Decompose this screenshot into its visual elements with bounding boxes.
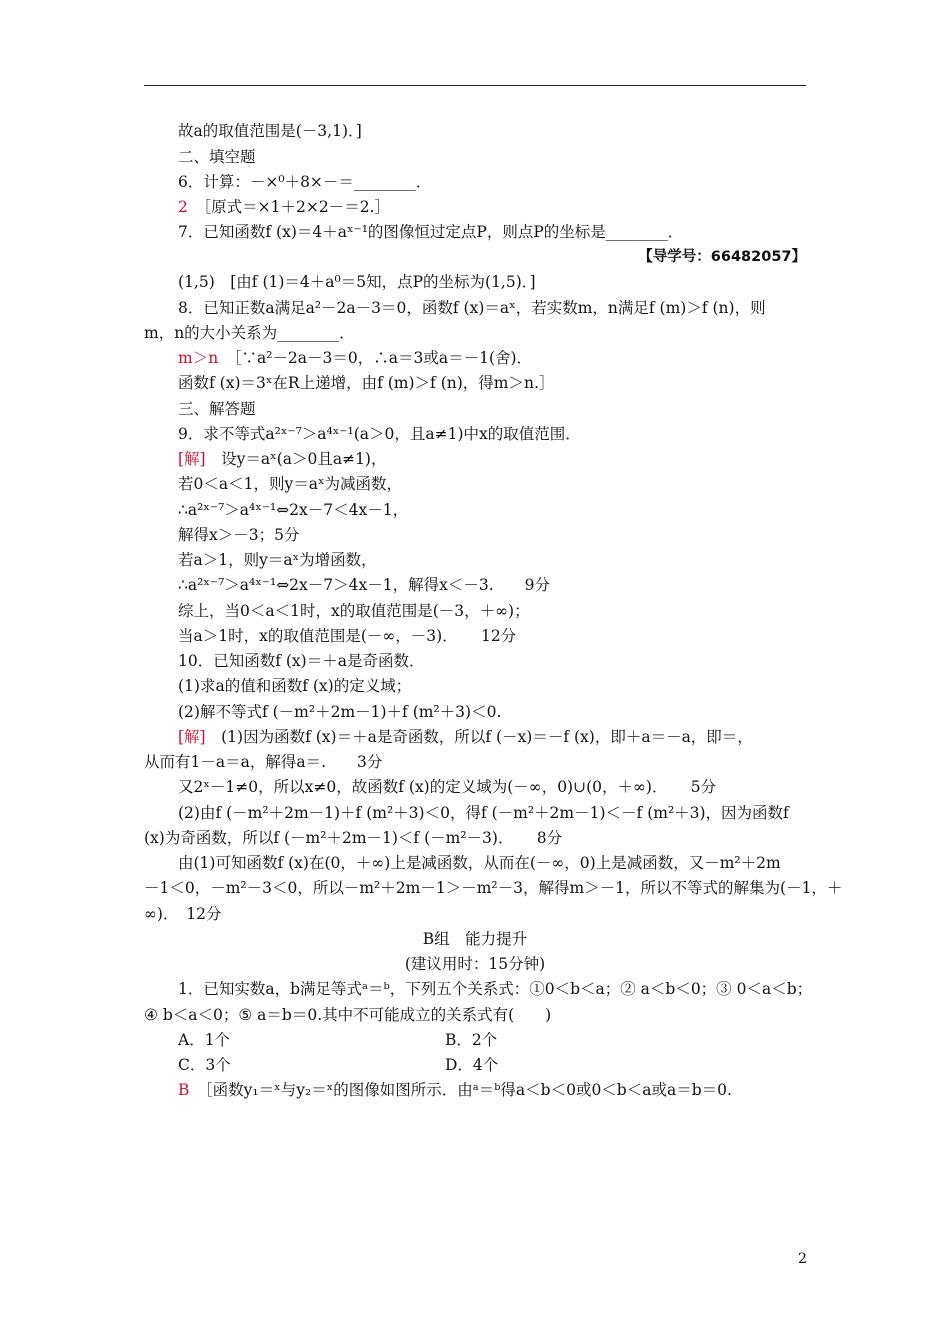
text-line: (2)解不等式f (－m²＋2m－1)＋f (m²＋3)＜0. <box>178 703 502 721</box>
text-line: 若a＞1，则y＝aˣ为增函数， <box>178 551 377 569</box>
text-line: (x)为奇函数，所以f (－m²＋2m－1)＜f (－m²－3)． 8分 <box>144 829 563 847</box>
answer-text: ［函数y₁＝ˣ与y₂＝ˣ的图像如图所示．由ᵃ＝ᵇ得a＜b＜0或0＜b＜a或a＝b＝0. <box>204 1081 732 1099</box>
text-line: －1＜0，－m²－3＜0，所以－m²＋2m－1＞－m²－3，解得m＞－1，所以不等式的解集为(－1，＋ <box>144 879 843 897</box>
answer-key: 2 <box>178 198 188 216</box>
answer-8 <box>178 348 532 368</box>
question-b1-cont: ④ b＜a＜0；⑤ a＝b＝0.其中不可能成立的关系式有( ) <box>144 1006 552 1024</box>
question-6: 6．计算：－×⁰＋8×－＝________． <box>178 173 432 191</box>
question-b1: 1．已知实数a，b满足等式ᵃ＝ᵇ，下列五个关系式：①0＜b＜a；② a＜b＜0；③ 0＜a＜b； <box>178 980 813 998</box>
text-line: 故a的取值范围是(－3,1)．] <box>178 122 362 140</box>
suggested-time: (建议用时：15分钟) <box>404 955 546 973</box>
question-8: 8．已知正数a满足a²－2a－3＝0，函数f (x)＝aˣ，若实数m，n满足f (m)＞f (n)，则 <box>178 299 766 317</box>
solution-text: 设y＝aˣ(a＞0且a≠1)， <box>221 450 387 468</box>
text-line: 从而有1－a＝a，解得a＝. 3分 <box>144 753 383 771</box>
text-line: ∴a²ˣ⁻⁷＞a⁴ˣ⁻¹⇔2x－7＜4x－1， <box>178 501 409 519</box>
solution-tag: [解] <box>178 728 206 746</box>
option-c: C．3个 <box>178 1056 231 1074</box>
solution-tag: [解] <box>178 450 206 468</box>
section-heading: 三、解答题 <box>178 400 256 418</box>
text-line: 由(1)可知函数f (x)在(0，＋∞)上是减函数，从而在(－∞，0)上是减函数，又－m²＋2m <box>178 854 781 872</box>
question-10: 10．已知函数f (x)＝＋a是奇函数． <box>178 652 425 670</box>
solution-text: (1)因为函数f (x)＝＋a是奇函数，所以f (－x)＝－f (x)，即＋a＝－a，即＝， <box>221 728 753 746</box>
solution-10 <box>178 727 753 747</box>
answer-key: m＞n <box>178 349 219 367</box>
answer-key: B <box>178 1081 190 1099</box>
text-line: ∴a²ˣ⁻⁷＞a⁴ˣ⁻¹⇔2x－7＞4x－1，解得x＜－3. 9分 <box>178 576 551 594</box>
text-line: 若0＜a＜1，则y＝aˣ为减函数， <box>178 475 403 493</box>
option-b: B．2个 <box>445 1031 498 1049</box>
question-8-cont: m，n的大小关系为________． <box>144 324 355 342</box>
answer-6 <box>178 197 390 217</box>
text-line: 综上，当0＜a＜1时，x的取值范围是(－3，＋∞)； <box>178 602 530 620</box>
answer-b1 <box>178 1080 732 1100</box>
option-a: A．1个 <box>178 1031 231 1049</box>
question-9: 9．求不等式a²ˣ⁻⁷＞a⁴ˣ⁻¹(a＞0，且a≠1)中x的取值范围． <box>178 425 581 443</box>
answer-text: ［∵a²－2a－3＝0，∴a＝3或a＝－1(舍)． <box>233 349 533 367</box>
text-line: (1)求a的值和函数f (x)的定义域； <box>178 677 412 695</box>
group-heading: B组 能力提升 <box>422 930 528 948</box>
text-line: 解得x＞－3；5分 <box>178 526 300 544</box>
text-line: (2)由f (－m²＋2m－1)＋f (m²＋3)＜0，得f (－m²＋2m－1)＜－f (m²＋3)，因为函数f <box>178 804 789 822</box>
answer-text: ［原式＝×1＋2×2－＝2.］ <box>203 198 390 216</box>
answer-7: (1,5) [由f (1)＝4＋a⁰＝5知，点P的坐标为(1,5)．] <box>178 273 536 291</box>
answer-8-cont: 函数f (x)＝3ˣ在R上递增，由f (m)＞f (n)，得m＞n.］ <box>178 374 555 392</box>
solution-9 <box>178 449 386 469</box>
text-line: ∞)． 12分 <box>144 905 222 923</box>
page-number: 2 <box>798 1251 807 1267</box>
question-7: 7．已知函数f (x)＝4＋aˣ⁻¹的图像恒过定点P，则点P的坐标是________． <box>178 223 684 241</box>
section-heading: 二、填空题 <box>178 148 256 166</box>
text-line: 当a＞1时，x的取值范围是(－∞，－3)． 12分 <box>178 627 517 645</box>
guide-number: 【导学号：66482057】 <box>638 249 806 265</box>
option-d: D．4个 <box>445 1056 499 1074</box>
header-rule <box>144 85 806 86</box>
text-line: 又2ˣ－1≠0，所以x≠0，故函数f (x)的定义域为(－∞，0)∪(0，＋∞)． 5分 <box>178 778 717 796</box>
